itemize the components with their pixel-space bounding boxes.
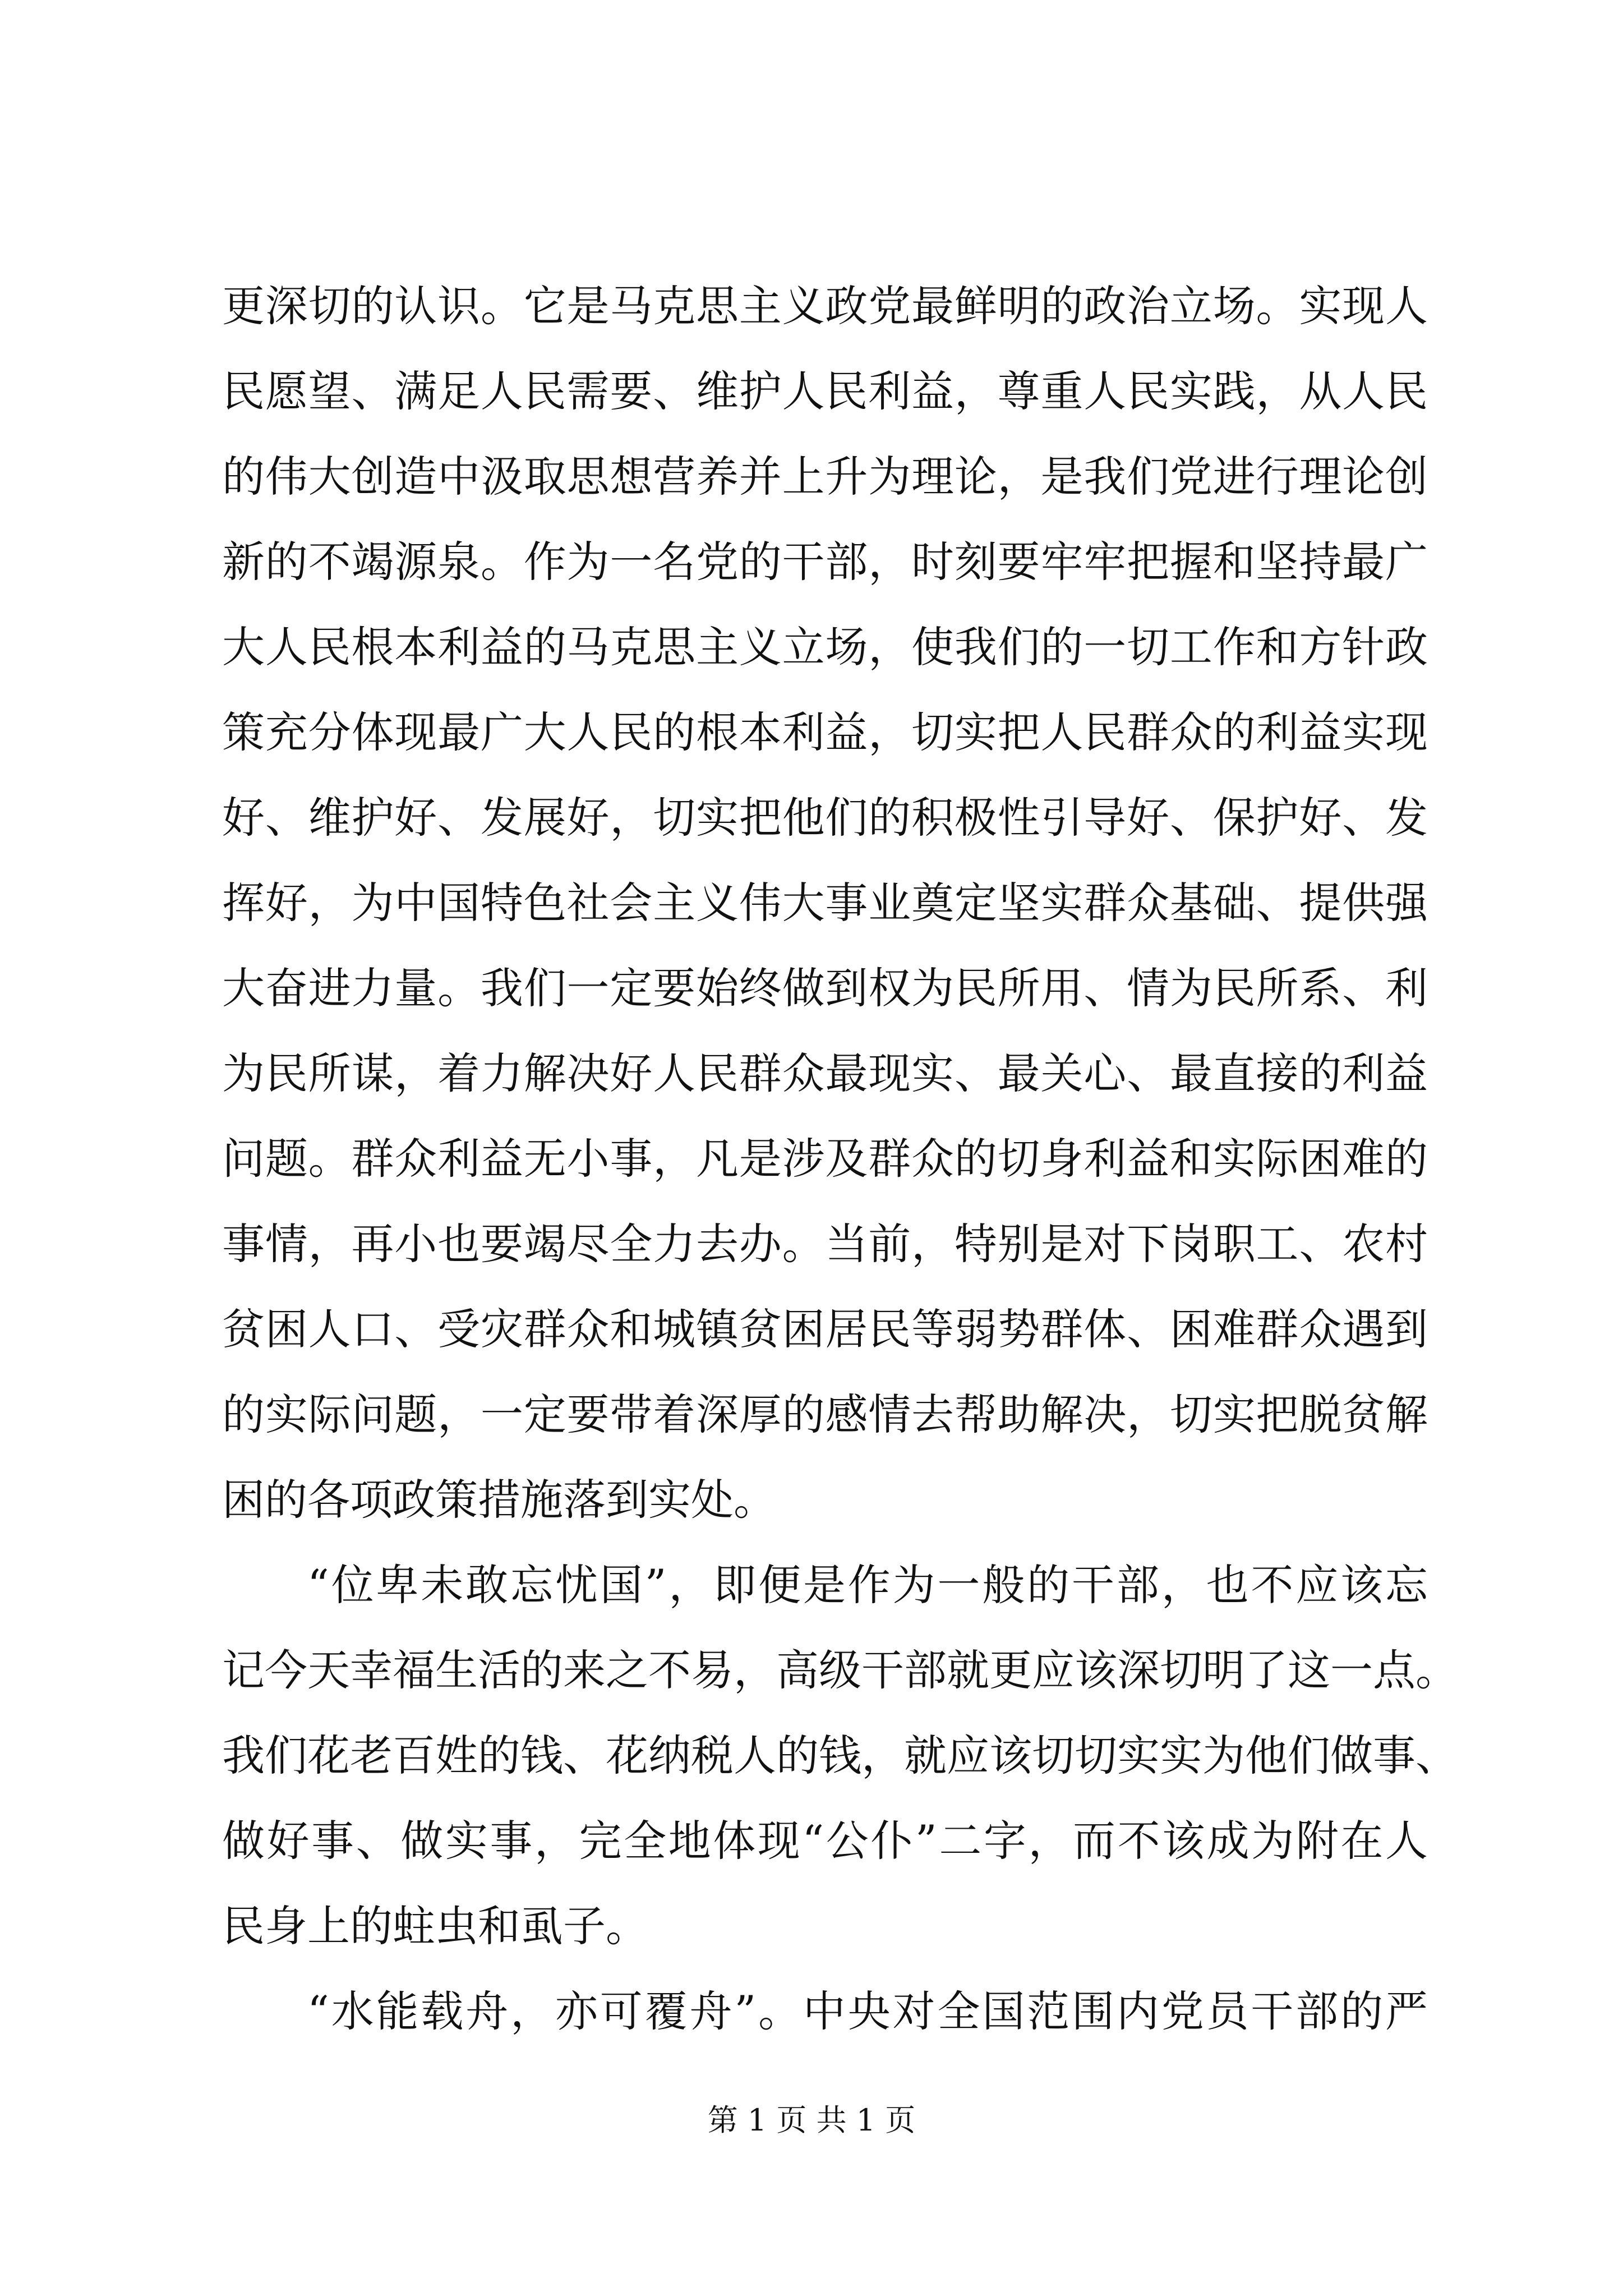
text-line: 做好事、做实事，完全地体现“公仆”二字，而不该成为附在人	[222, 1816, 1428, 1866]
text-line: 大奋进力量。我们一定要始终做到权为民所用、情为民所系、利	[222, 963, 1428, 1013]
text-line: 新的不竭源泉。作为一名党的干部，时刻要牢牢把握和坚持最广	[222, 537, 1428, 587]
text-line: 贫困人口、受灾群众和城镇贫困居民等弱势群体、困难群众遇到	[222, 1304, 1428, 1354]
text-line: 挥好，为中国特色社会主义伟大事业奠定坚实群众基础、提供强	[222, 878, 1428, 928]
page-number-label: 第 1 页 共 1 页	[707, 2102, 916, 2138]
text-line: 民身上的蛀虫和虱子。	[222, 1901, 648, 1951]
text-line: 大人民根本利益的马克思主义立场，使我们的一切工作和方针政	[222, 622, 1428, 672]
text-line: 的实际问题，一定要带着深厚的感情去帮助解决，切实把脱贫解	[222, 1389, 1428, 1439]
text-line: 好、维护好、发展好，切实把他们的积极性引导好、保护好、发	[222, 793, 1428, 843]
text-line: 困的各项政策措施落到实处。	[222, 1475, 776, 1525]
text-line: 问题。群众利益无小事，凡是涉及群众的切身利益和实际困难的	[222, 1134, 1428, 1184]
text-line: 记今天幸福生活的来之不易，高级干部就更应该深切明了这一点。	[222, 1645, 1458, 1695]
body-text	[222, 264, 1458, 2054]
page-footer	[0, 2098, 1623, 2143]
text-line: 策充分体现最广大人民的根本利益，切实把人民群众的利益实现	[222, 707, 1428, 757]
paragraph-start-line: “位卑未敢忘忧国”，即便是作为一般的干部，也不应该忘	[307, 1560, 1428, 1610]
text-line: 更深切的认识。它是马克思主义政党最鲜明的政治立场。实现人	[222, 281, 1428, 331]
text-line: 民愿望、满足人民需要、维护人民利益，尊重人民实践，从人民	[222, 366, 1428, 416]
text-line: 为民所谋，着力解决好人民群众最现实、最关心、最直接的利益	[222, 1048, 1428, 1098]
text-line: 事情，再小也要竭尽全力去办。当前，特别是对下岗职工、农村	[222, 1219, 1428, 1269]
paragraph-start-line: “水能载舟，亦可覆舟”。中央对全国范围内党员干部的严	[307, 1986, 1428, 2036]
text-line: 的伟大创造中汲取思想营养并上升为理论，是我们党进行理论创	[222, 452, 1428, 501]
text-line: 我们花老百姓的钱、花纳税人的钱，就应该切切实实为他们做事、	[222, 1731, 1458, 1780]
